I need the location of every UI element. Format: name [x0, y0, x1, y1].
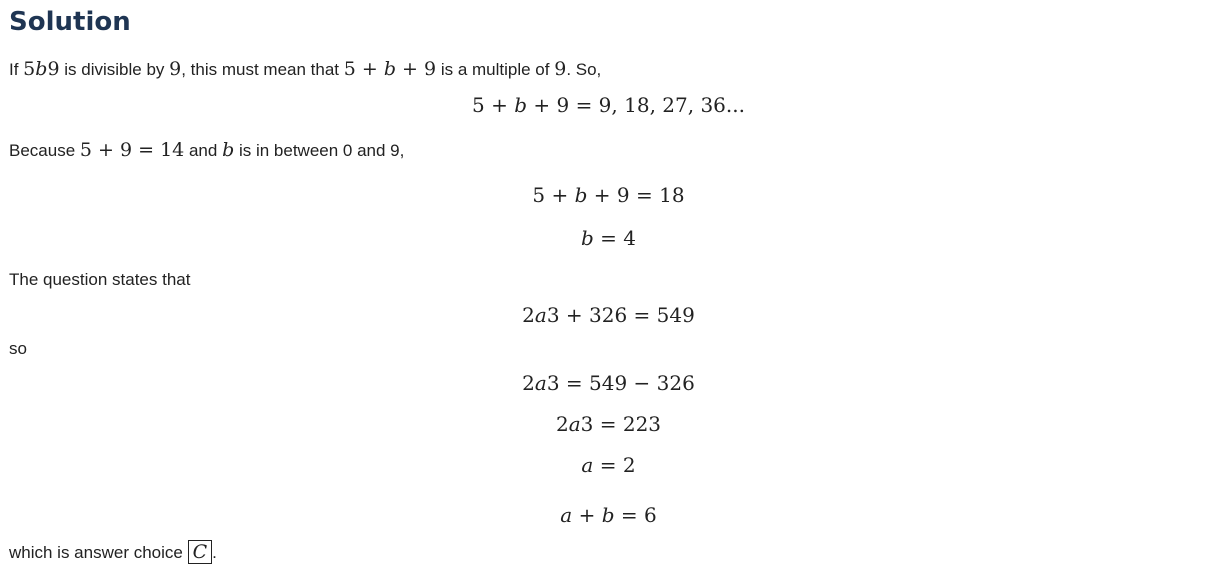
math-variable: a: [581, 453, 594, 477]
question-statement: The question states that: [9, 270, 191, 289]
math-expression: 3 + 326 = 549: [546, 303, 695, 327]
text-segment: , this must mean that: [181, 60, 344, 79]
math-variable: b: [574, 183, 588, 207]
math-variable: b: [580, 226, 594, 250]
math-variable: b: [601, 503, 615, 527]
equation-difference: [0, 412, 1217, 436]
math-variable: a: [534, 303, 547, 327]
math-variable: b: [222, 139, 235, 161]
math-variable: a: [568, 412, 581, 436]
math-expression: 3 = 549 − 326: [546, 371, 695, 395]
math-expression: = 2: [593, 453, 636, 477]
math-digit: 5: [23, 58, 36, 80]
range-statement: [9, 139, 404, 162]
math-expression: + 9 = 18: [587, 183, 685, 207]
math-expression: +: [572, 503, 602, 527]
math-expression: + 9 = 9, 18, 27, 36...: [527, 93, 745, 117]
math-variable: a: [560, 503, 573, 527]
math-expression: 5 + 9 = 14: [79, 139, 185, 161]
math-expression: 2: [522, 303, 535, 327]
answer-statement: [9, 542, 217, 564]
math-expression: 3 = 223: [580, 412, 662, 436]
text-segment: .: [212, 543, 217, 562]
text-segment: which is answer choice: [9, 543, 188, 562]
equation-a-value: [0, 453, 1217, 477]
math-variable: b: [514, 93, 528, 117]
so-statement: so: [9, 339, 27, 358]
equation-multiples: [0, 93, 1217, 117]
text-segment: . So,: [566, 60, 602, 79]
math-expression: + 9: [396, 58, 437, 80]
divisibility-statement: [9, 58, 601, 81]
math-expression: 2: [522, 371, 535, 395]
text-segment: is in between 0 and 9,: [234, 141, 405, 160]
math-expression: = 6: [614, 503, 657, 527]
math-expression: 2: [555, 412, 569, 436]
math-number: 9: [554, 58, 567, 80]
math-digit: 9: [47, 58, 60, 80]
solution-heading: Solution: [9, 7, 131, 37]
text-segment: is a multiple of: [436, 60, 555, 79]
text-segment: is divisible by: [59, 60, 170, 79]
math-expression: = 4: [593, 226, 636, 250]
math-expression: 5 +: [532, 183, 575, 207]
equation-sum-18: [0, 183, 1217, 207]
equation-addition: [0, 303, 1217, 327]
text-segment: If: [9, 60, 24, 79]
math-expression: 5 +: [472, 93, 515, 117]
equation-subtraction: [0, 371, 1217, 395]
equation-final-sum: [0, 503, 1217, 527]
text-segment: Because: [9, 141, 80, 160]
math-number: 9: [169, 58, 182, 80]
math-variable: a: [534, 371, 547, 395]
math-expression: 5 +: [343, 58, 384, 80]
equation-b-value: [0, 226, 1217, 250]
answer-choice-box: C: [188, 540, 213, 564]
math-variable: b: [35, 58, 48, 80]
math-variable: b: [383, 58, 397, 80]
text-segment: and: [184, 141, 223, 160]
